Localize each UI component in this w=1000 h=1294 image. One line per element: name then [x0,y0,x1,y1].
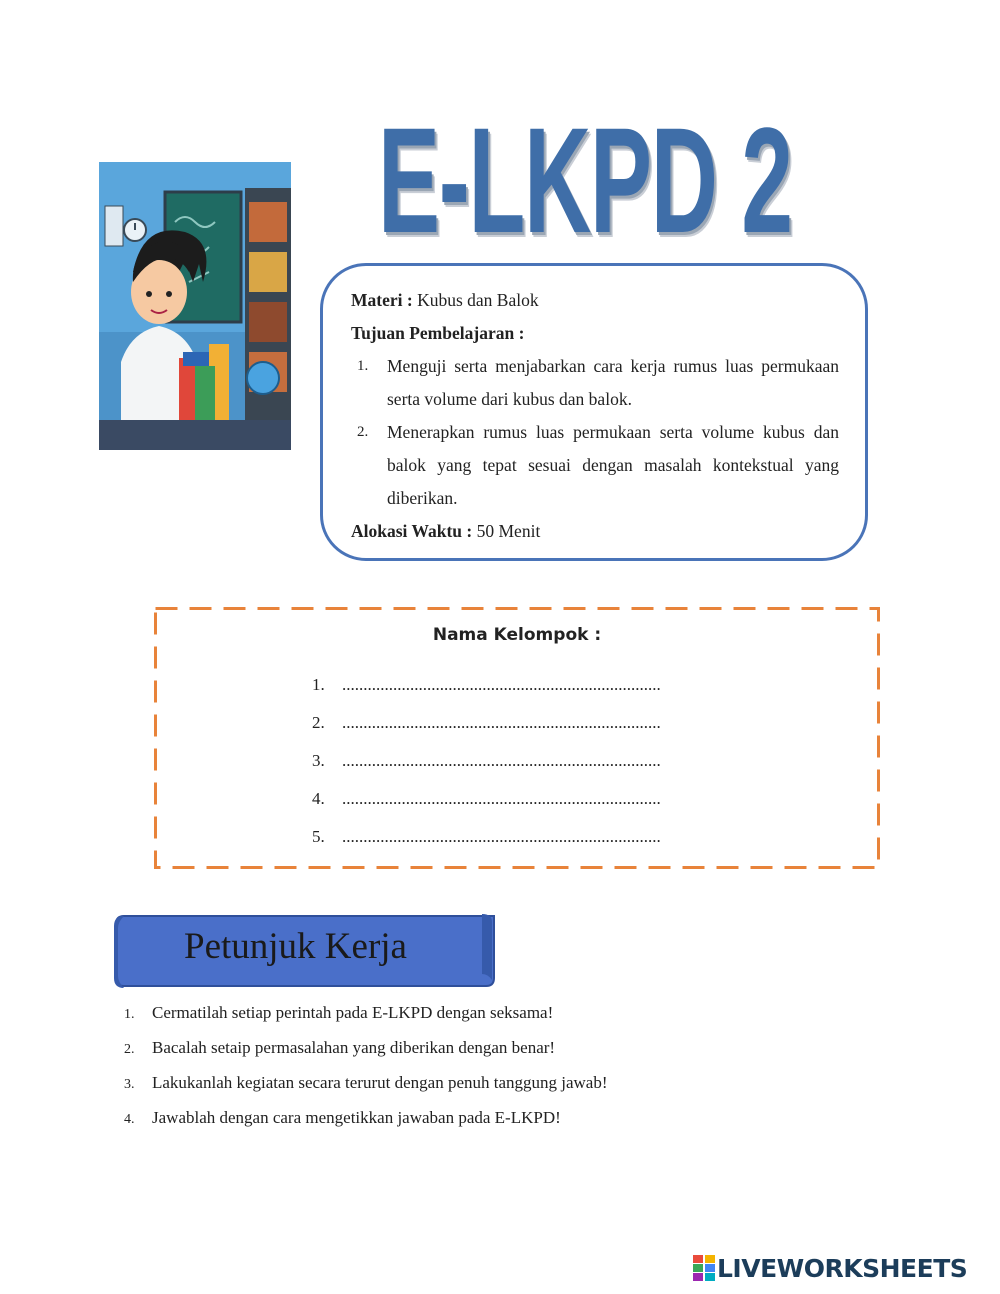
member-line[interactable] [312,751,661,771]
logo-text: LIVEWORKSHEETS [717,1254,968,1283]
member-line[interactable] [312,675,661,695]
materi-label: Materi : [351,290,413,310]
tujuan-heading [351,317,839,350]
petunjuk-item-number: 4. [124,1112,135,1127]
tujuan-list [351,350,839,515]
petunjuk-title: Petunjuk Kerja [184,926,407,967]
member-dots: ........................................................................... [342,789,661,808]
tujuan-label: Tujuan Pembelajaran : [351,323,525,343]
member-line[interactable] [312,827,661,847]
petunjuk-item [124,1101,608,1136]
tujuan-item-text: Menguji serta menjabarkan cara kerja rumus luas permukaan serta volume dari kubus dan balok. [387,356,839,409]
tujuan-item [351,416,839,515]
petunjuk-item-number: 1. [124,1007,135,1022]
liveworksheets-logo[interactable] [693,1254,967,1284]
petunjuk-item [124,1031,608,1066]
waktu-label: Alokasi Waktu : [351,521,473,541]
tujuan-item-number: 1. [357,358,369,374]
liveworksheets-icon [693,1255,715,1281]
petunjuk-item-text: Lakukanlah kegiatan secara terurut dengan penuh tanggung jawab! [152,1073,608,1092]
member-number: 1. [312,675,325,694]
tujuan-item-text: Menerapkan rumus luas permukaan serta volume kubus dan balok yang tepat sesuai dengan masalah kontekstual yang diberikan. [387,422,839,508]
materi-value: Kubus dan Balok [412,290,539,310]
waktu-value: 50 Menit [472,521,541,541]
petunjuk-item [124,996,608,1031]
member-line[interactable] [312,713,661,733]
member-line[interactable] [312,789,661,809]
waktu-row [351,515,839,548]
member-number: 4. [312,789,325,808]
petunjuk-item-number: 2. [124,1042,135,1057]
petunjuk-item-number: 3. [124,1077,135,1092]
member-dots: ........................................................................... [342,827,661,846]
materi-row [351,284,839,317]
member-dots: ........................................................................... [342,675,661,694]
student-illustration [99,162,291,450]
petunjuk-item-text: Cermatilah setiap perintah pada E-LKPD dengan seksama! [152,1003,554,1022]
info-box [320,263,868,561]
petunjuk-item [124,1066,608,1101]
member-number: 3. [312,751,325,770]
tujuan-item-number: 2. [357,424,369,440]
petunjuk-item-text: Bacalah setaip permasalahan yang diberikan dengan benar! [152,1038,556,1057]
tujuan-item [351,350,839,416]
member-number: 5. [312,827,325,846]
petunjuk-list [124,996,608,1136]
group-box [154,607,880,869]
petunjuk-item-text: Jawablah dengan cara mengetikkan jawaban pada E-LKPD! [152,1108,561,1127]
group-title: Nama Kelompok : [432,625,602,645]
member-number: 2. [312,713,325,732]
page-title: E-LKPD 2 [378,96,792,264]
member-dots: ........................................................................... [342,751,661,770]
member-dots: ........................................................................... [342,713,661,732]
